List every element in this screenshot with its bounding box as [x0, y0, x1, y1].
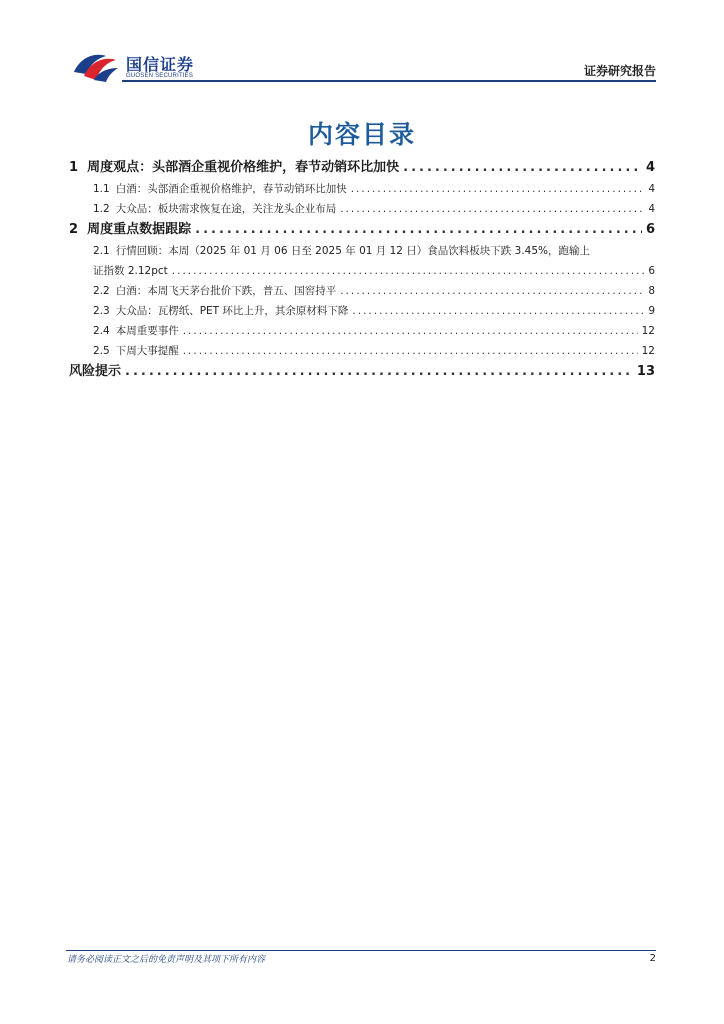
toc-leader-dots [172, 261, 645, 281]
toc-leader-dots [340, 199, 644, 219]
toc-section-risk-label: 风险提示 [69, 364, 122, 379]
toc-item-2-1[interactable] [69, 241, 655, 281]
toc-leader-dots [183, 341, 638, 361]
toc-item-page: 12 [641, 325, 655, 337]
toc-item-page: 6 [648, 265, 655, 277]
toc-section-2[interactable] [69, 219, 655, 241]
toc-title: 内容目录 [307, 120, 416, 149]
toc-item-2-3[interactable] [69, 301, 655, 321]
footer-disclaimer: 请务必阅读正文之后的免责声明及其项下所有内容 [67, 955, 266, 965]
report-type-label: 证券研究报告 [583, 64, 656, 78]
toc-item-number: 2.4 [93, 325, 110, 337]
header-divider [122, 80, 656, 82]
toc-item-2-5[interactable] [69, 341, 655, 361]
guosen-logo-icon [72, 50, 122, 84]
toc-item-page: 4 [648, 183, 655, 195]
toc-item-2-4[interactable] [69, 321, 655, 341]
toc-item-label-continued: 证指数 2.12pct [93, 265, 168, 277]
toc-section-2-page: 6 [645, 222, 655, 237]
toc-item-1-1[interactable] [69, 179, 655, 199]
brand-name-cn: 国信证券 [126, 55, 195, 74]
toc-item-number: 2.2 [93, 285, 110, 297]
table-of-contents [69, 157, 655, 383]
toc-item-page: 8 [648, 285, 655, 297]
toc-item-label: 行情回顾：本周（2025 年 01 月 06 日至 2025 年 01 月 12 日）食品饮料板块下跌 3.45%，跑输上 [115, 245, 590, 257]
toc-item-label: 下周大事提醒 [115, 345, 179, 357]
toc-leader-dots [195, 219, 642, 241]
toc-item-page: 12 [641, 345, 655, 357]
toc-item-page: 9 [648, 305, 655, 317]
toc-item-label: 大众品：瓦楞纸、PET 环比上升，其余原材料下降 [115, 305, 349, 317]
toc-leader-dots [125, 361, 633, 383]
toc-section-risk-page: 13 [636, 364, 655, 379]
footer-page-number: 2 [649, 953, 656, 964]
toc-section-1-label: 1 周度观点：头部酒企重视价格维护，春节动销环比加快 [69, 160, 400, 175]
toc-item-label: 大众品：板块需求恢复在途，关注龙头企业布局 [115, 203, 337, 215]
toc-leader-dots [340, 281, 644, 301]
toc-item-number: 2.5 [93, 345, 110, 357]
toc-item-number: 2.3 [93, 305, 110, 317]
toc-leader-dots [403, 157, 642, 179]
toc-item-page: 4 [648, 203, 655, 215]
toc-item-label: 白酒：头部酒企重视价格维护，春节动销环比加快 [115, 183, 347, 195]
toc-item-number: 2.1 [93, 245, 110, 257]
page-header [0, 0, 724, 90]
toc-item-label: 白酒：本周飞天茅台批价下跌，普五、国窖持平 [115, 285, 337, 297]
toc-leader-dots [352, 301, 644, 321]
toc-section-1[interactable] [69, 157, 655, 179]
toc-item-number: 1.2 [93, 203, 110, 215]
toc-section-1-page: 4 [645, 160, 655, 175]
toc-item-1-2[interactable] [69, 199, 655, 219]
toc-item-number: 1.1 [93, 183, 110, 195]
toc-section-risk[interactable] [69, 361, 655, 383]
brand-name-en: GUOSEN SECURITIES [126, 73, 194, 79]
toc-section-2-label: 2 周度重点数据跟踪 [69, 222, 192, 237]
toc-leader-dots [183, 321, 638, 341]
toc-item-label: 本周重要事件 [115, 325, 179, 337]
toc-item-2-2[interactable] [69, 281, 655, 301]
footer-divider [66, 950, 656, 951]
toc-leader-dots [351, 179, 645, 199]
